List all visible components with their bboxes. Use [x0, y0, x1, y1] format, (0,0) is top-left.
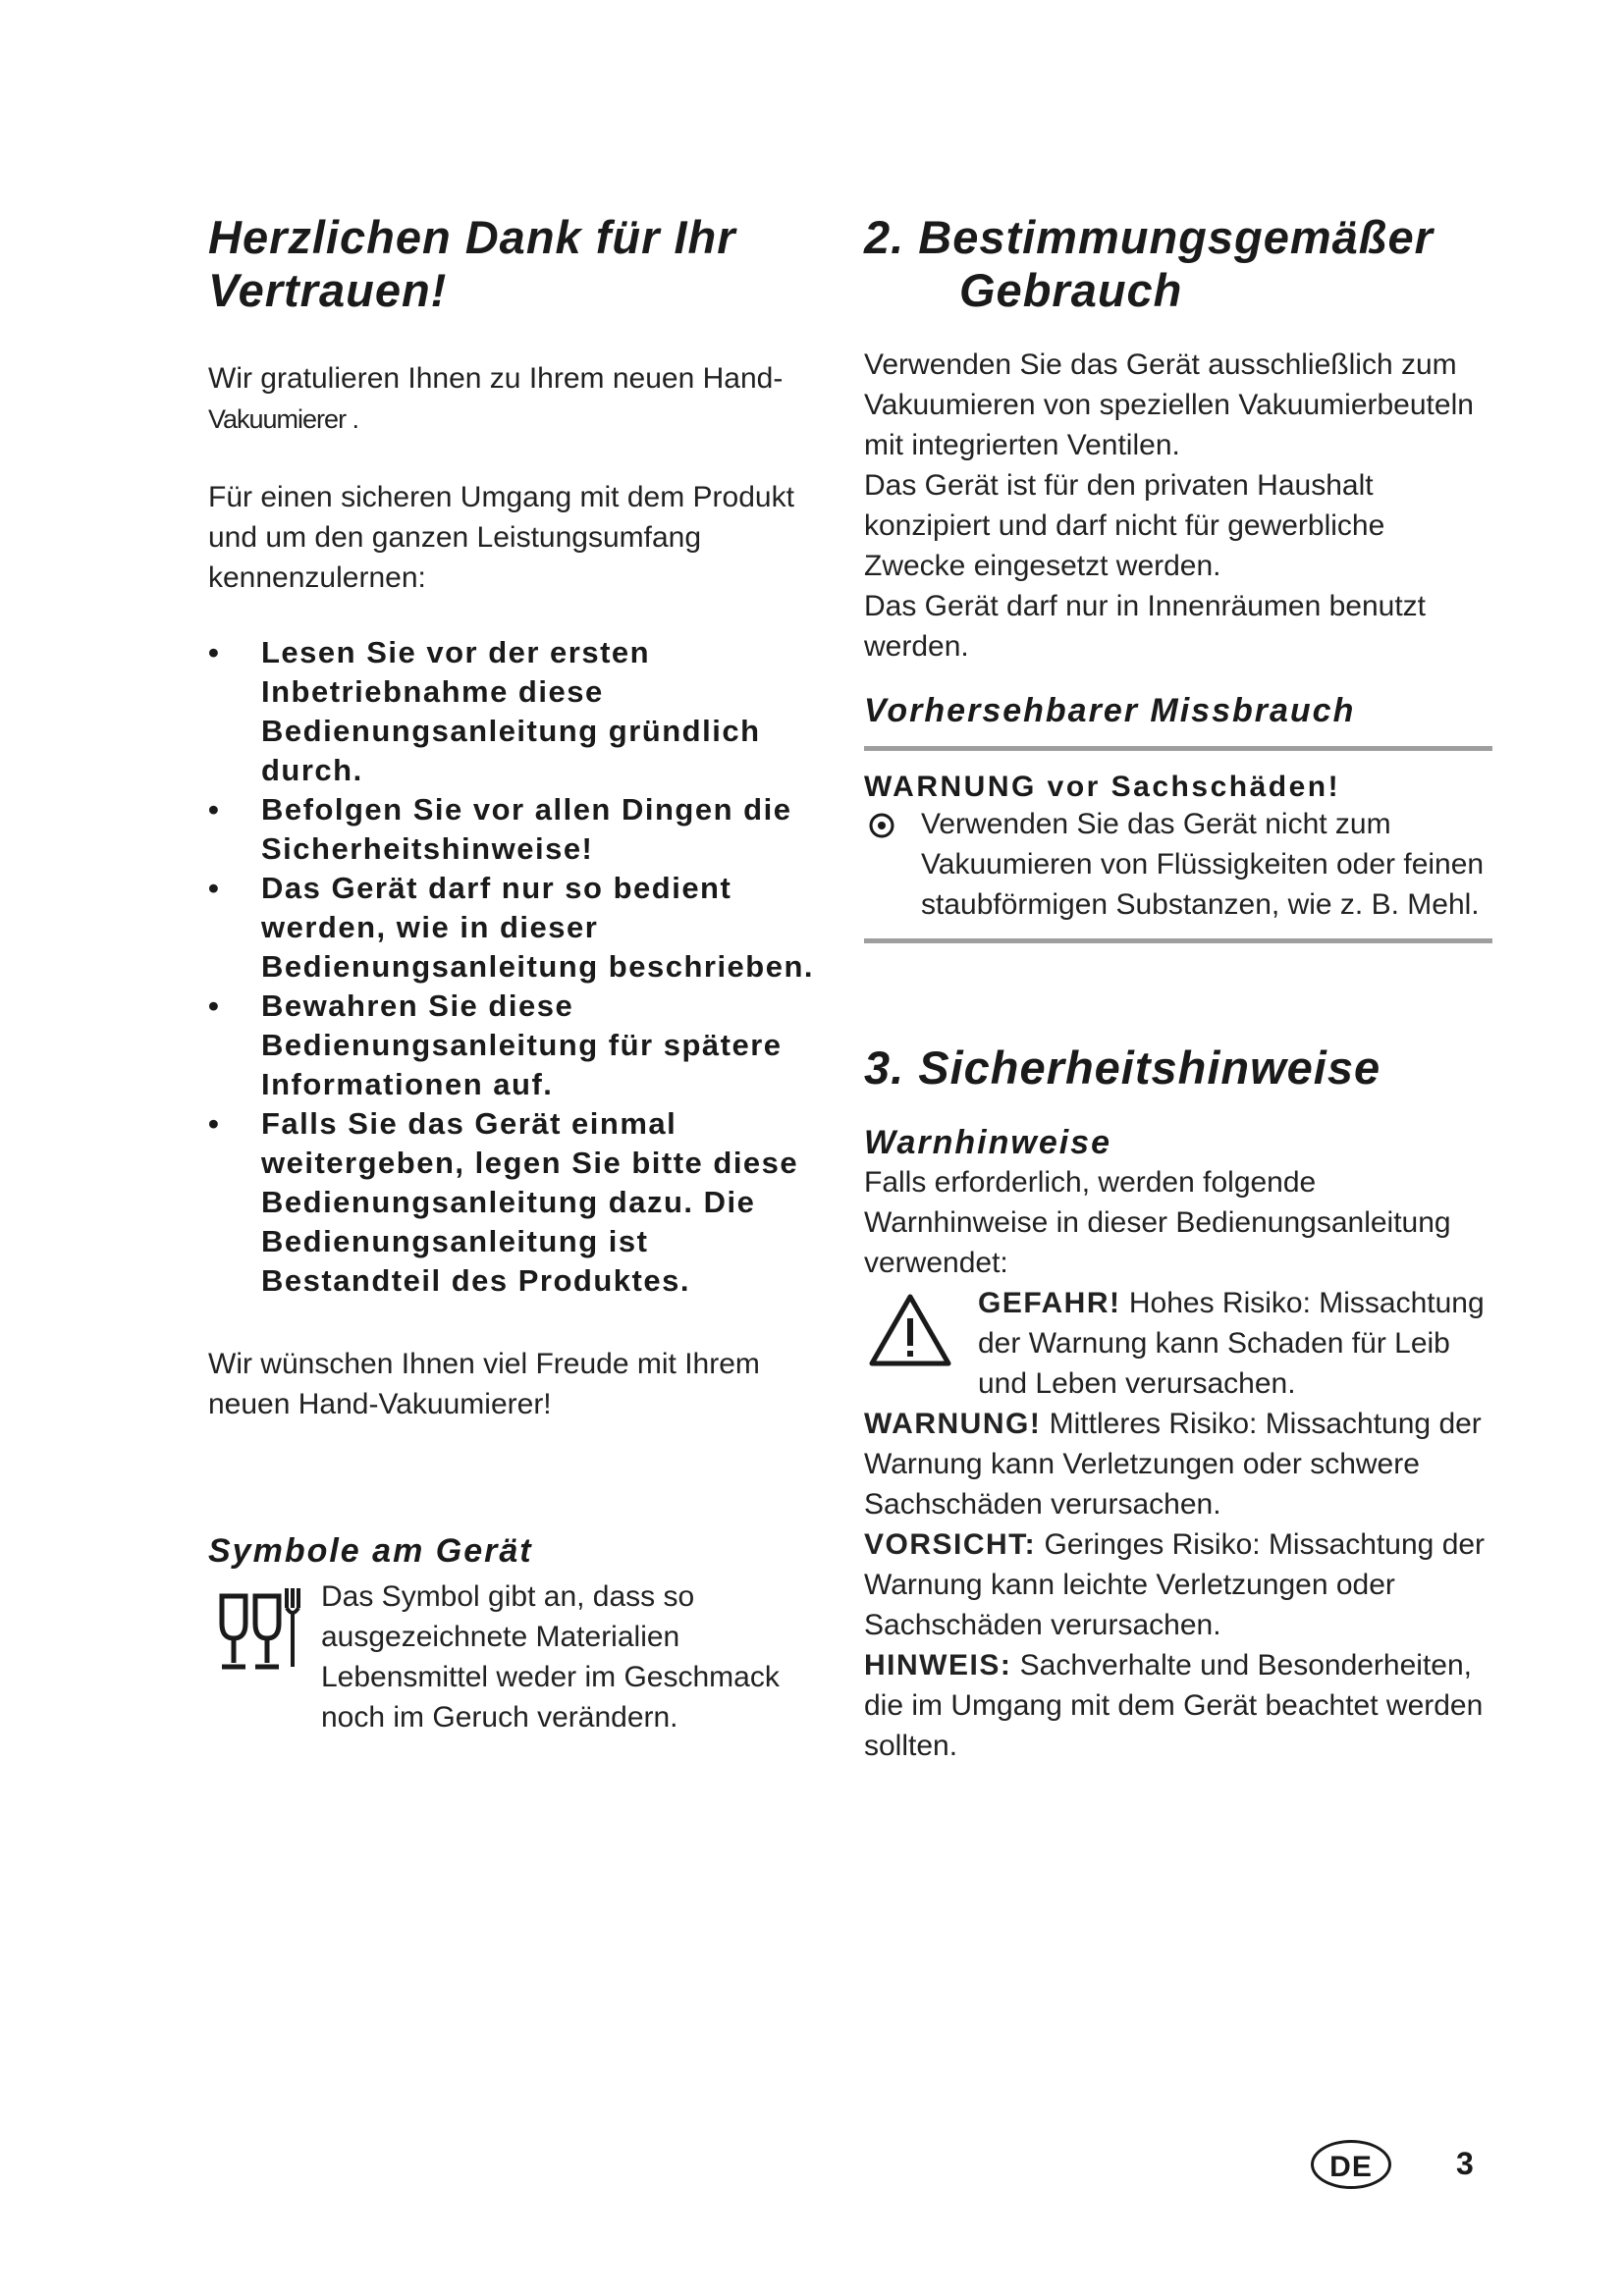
language-badge: DE	[1311, 2140, 1391, 2189]
symbols-heading: Symbole am Gerät	[208, 1532, 533, 1570]
note-label: HINWEIS:	[864, 1649, 1012, 1682]
section-2-heading-line-1: 2. Bestimmungsgemäßer	[864, 211, 1434, 263]
intended-use-text-1: Verwenden Sie das Gerät ausschließlich zum Vakuumieren von speziellen Vakuumierbeuteln mit integrierten Ventilen.	[864, 348, 1474, 461]
intended-use-text-3: Das Gerät darf nur in Innenräumen benutzt werden.	[864, 590, 1426, 663]
section-2-heading-line-2: Gebrauch	[959, 264, 1183, 316]
bullet-text: Lesen Sie vor der ersten Inbetriebnahme diese Bedienungsanleitung gründlich durch.	[261, 635, 761, 787]
page-title	[208, 211, 837, 317]
warning-entry	[864, 1404, 1492, 1524]
caution-label: VORSICHT:	[864, 1528, 1037, 1561]
page-title-line-1: Herzlichen Dank für Ihr	[208, 211, 736, 263]
misuse-heading: Vorhersehbarer Missbrauch	[864, 692, 1356, 729]
bullet-marker: •	[208, 1106, 221, 1141]
caution-entry	[864, 1524, 1492, 1645]
danger-label: GEFAHR!	[978, 1287, 1121, 1319]
warning-triangle-icon	[866, 1291, 954, 1374]
page-title-line-2: Vertrauen!	[208, 264, 448, 316]
food-safe-description: Das Symbol gibt an, dass so ausgezeichnete Materialien Lebensmittel weder im Geschmack noch im Geruch verändern.	[321, 1580, 780, 1734]
property-damage-warning-text: Verwenden Sie das Gerät nicht zum Vakuumieren von Flüssigkeiten oder feinen staubförmigen Substanzen, wie z. B. Mehl.	[921, 808, 1485, 921]
list-item	[208, 790, 837, 869]
list-item	[208, 869, 837, 987]
page-number: 3	[1456, 2146, 1474, 2181]
bullet-text: Befolgen Sie vor allen Dingen die Sicherheitshinweise!	[261, 792, 792, 866]
section-3-heading: 3. Sicherheitshinweise	[864, 1041, 1381, 1094]
intro-line-1: Wir gratulieren Ihnen zu Ihrem neuen Hand-	[208, 362, 784, 395]
danger-text	[978, 1283, 1492, 1404]
bullet-marker: •	[208, 988, 221, 1023]
danger-description: Hohes Risiko: Missachtung der Warnung kann Schaden für Leib und Leben verursachen.	[978, 1287, 1485, 1400]
property-damage-warning-title: WARNUNG vor Sachschäden!	[864, 771, 1341, 803]
bullet-text: Bewahren Sie diese Bedienungsanleitung für spätere Informationen auf.	[261, 988, 783, 1101]
warning-description: Mittleres Risiko: Missachtung der Warnung kann Verletzungen oder schwere Sachschäden verursachen.	[864, 1408, 1482, 1521]
closing-text: Wir wünschen Ihnen viel Freude mit Ihrem neuen Hand-Vakuumierer!	[208, 1348, 760, 1420]
list-item	[208, 987, 837, 1104]
intro-line-2: Vakuumierer .	[208, 404, 359, 434]
bullet-marker: •	[208, 871, 221, 905]
food-safe-glass-fork-icon	[216, 1584, 306, 1680]
property-damage-warning	[864, 804, 1492, 925]
list-item	[208, 1104, 837, 1301]
note-entry	[864, 1645, 1492, 1766]
warnings-heading: Warnhinweise	[864, 1124, 1111, 1161]
warning-label: WARNUNG!	[864, 1408, 1042, 1440]
bullet-text: Das Gerät darf nur so bedient werden, wie in dieser Bedienungsanleitung beschrieben.	[261, 871, 815, 984]
bullet-text: Falls Sie das Gerät einmal weitergeben, legen Sie bitte diese Bedienungsanleitung dazu. Die Bedienungsanleitung ist Bestandteil des Produktes.	[261, 1106, 799, 1298]
warnings-intro: Falls erforderlich, werden folgende Warnhinweise in dieser Bedienungsanleitung verwendet:	[864, 1166, 1451, 1279]
food-safe-symbol-row	[208, 1576, 837, 1737]
intro-text	[208, 358, 837, 440]
page-footer	[1311, 2140, 1474, 2189]
left-column	[208, 211, 837, 1737]
instruction-list	[208, 633, 837, 1301]
danger-row	[864, 1283, 1492, 1404]
note-description: Sachverhalte und Besonderheiten, die im Umgang mit dem Gerät beachtet werden sollten.	[864, 1649, 1484, 1762]
bullet-marker: •	[208, 635, 221, 669]
section-2-heading	[864, 211, 1492, 317]
usage-intro: Für einen sicheren Umgang mit dem Produkt und um den ganzen Leistungsumfang kennenzulernen:	[208, 481, 794, 594]
caution-description: Geringes Risiko: Missachtung der Warnung kann leichte Verletzungen oder Sachschäden verursachen.	[864, 1528, 1486, 1641]
list-item	[208, 633, 837, 790]
bullet-marker: •	[208, 792, 221, 827]
right-column	[864, 211, 1492, 1766]
intended-use-text-2: Das Gerät ist für den privaten Haushalt konzipiert und darf nicht für gewerbliche Zwecke eingesetzt werden.	[864, 469, 1385, 582]
circle-dot-bullet-icon	[868, 812, 895, 844]
